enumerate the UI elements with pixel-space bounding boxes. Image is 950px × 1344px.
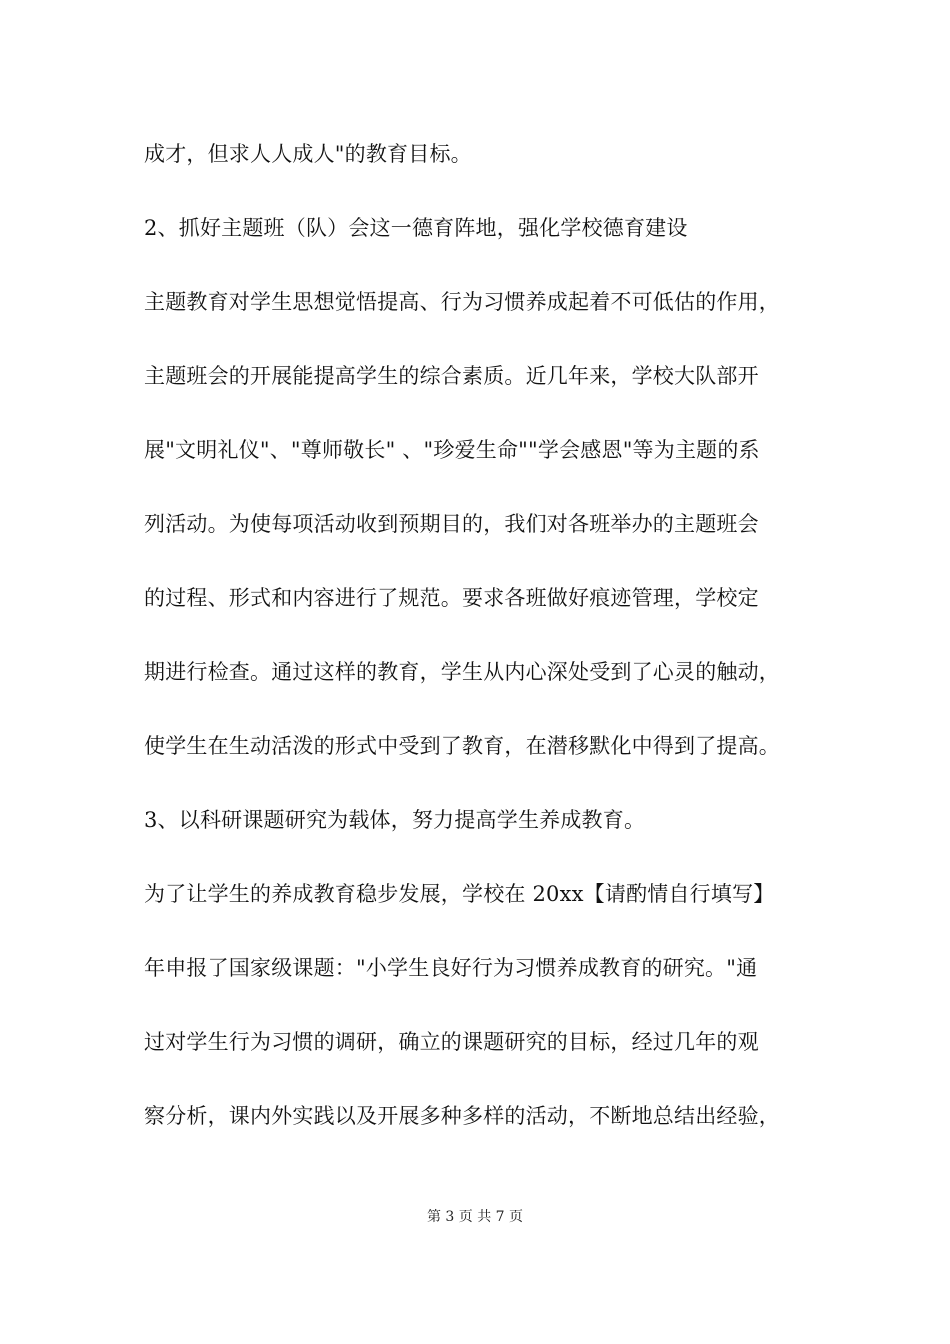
text-line: 察分析，课内外实践以及开展多种多样的活动，不断地总结出经验， xyxy=(144,1104,780,1128)
text-line: 列活动。为使每项活动收到预期目的，我们对各班举办的主题班会 xyxy=(144,512,759,536)
text-line: 主题班会的开展能提高学生的综合素质。近几年来，学校大队部开 xyxy=(144,364,759,388)
page-number: 第 3 页 共 7 页 xyxy=(426,1209,524,1225)
text-line: 使学生在生动活泼的形式中受到了教育，在潜移默化中得到了提高。 xyxy=(144,734,780,758)
text-line: 的过程、形式和内容进行了规范。要求各班做好痕迹管理，学校定 xyxy=(144,586,759,610)
text-line: 为了让学生的养成教育稳步发展，学校在 20xx【请酌情自行填写】 xyxy=(144,882,775,906)
text-line: 过对学生行为习惯的调研，确立的课题研究的目标，经过几年的观 xyxy=(144,1030,759,1054)
text-line: 展"文明礼仪"、"尊师敬长" 、"珍爱生命""学会感恩"等为主题的系 xyxy=(144,438,760,462)
section-heading: 3、以科研课题研究为载体，努力提高学生养成教育。 xyxy=(144,808,646,832)
text-line: 期进行检查。通过这样的教育，学生从内心深处受到了心灵的触动， xyxy=(144,660,780,684)
text-line: 成才，但求人人成人"的教育目标。 xyxy=(144,142,472,166)
text-line: 年申报了国家级课题："小学生良好行为习惯养成教育的研究。"通 xyxy=(144,956,758,980)
text-line: 主题教育对学生思想觉悟提高、行为习惯养成起着不可低估的作用， xyxy=(144,290,780,314)
section-heading: 2、抓好主题班（队）会这一德育阵地，强化学校德育建设 xyxy=(144,216,688,240)
